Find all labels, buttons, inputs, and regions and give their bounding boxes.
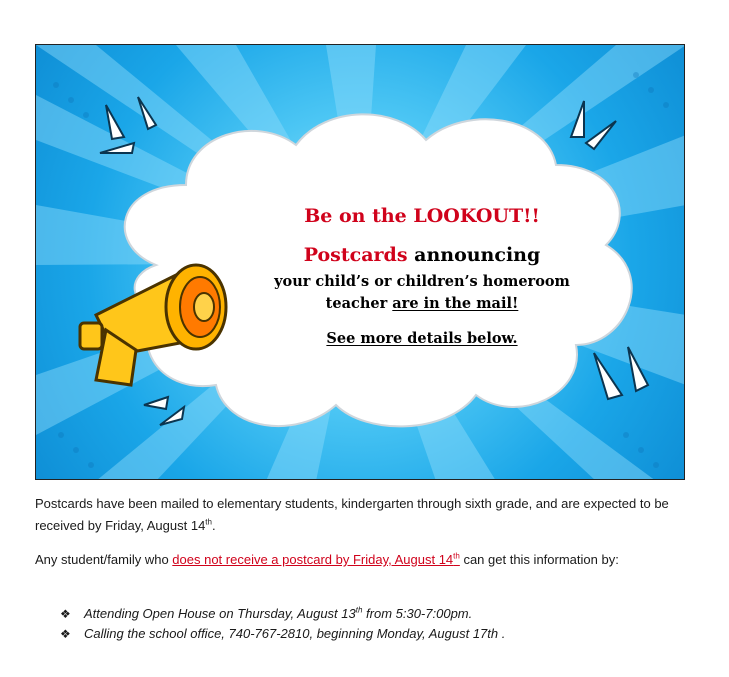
open-house-text: Attending Open House on Thursday, August 13 — [84, 606, 356, 621]
info-list — [60, 604, 505, 644]
mailing-text: Postcards have been mailed to elementary students, kindergarten through sixth grade, and are expected to be received by Friday, August 14 — [35, 496, 669, 533]
homeroom-text: your child’s or children’s homeroom teacher — [274, 272, 570, 313]
diamond-bullet-icon: ❖ — [60, 627, 71, 641]
postcards-word: Postcards — [303, 243, 408, 266]
mailing-period: . — [211, 518, 216, 533]
in-the-mail-text: are in the mail! — [392, 295, 519, 313]
ordinal-suffix: th — [453, 551, 460, 561]
banner-postcards-line — [264, 244, 580, 267]
ordinal-suffix: th — [205, 517, 212, 527]
no-postcard-link[interactable] — [172, 552, 460, 567]
no-postcard-link-text: does not receive a postcard by Friday, August 14 — [172, 552, 454, 567]
mailing-paragraph — [35, 493, 705, 537]
list-item — [60, 624, 505, 644]
list-item — [60, 604, 505, 624]
lookout-banner — [35, 44, 685, 480]
no-postcard-paragraph — [35, 549, 705, 571]
see-details-text: See more details below. — [326, 329, 518, 347]
announcing-word: announcing — [407, 243, 541, 266]
diamond-bullet-icon: ❖ — [60, 607, 71, 621]
banner-homeroom-line — [264, 271, 580, 316]
no-postcard-intro: Any student/family who — [35, 552, 173, 567]
ordinal-suffix: th — [355, 605, 363, 615]
no-postcard-rest: can get this information by: — [459, 552, 619, 567]
banner-see-details — [264, 330, 580, 349]
call-office-text: Calling the school office, 740-767-2810, beginning Monday, August 17th . — [84, 626, 506, 641]
banner-message — [264, 205, 580, 348]
open-house-time: from 5:30-7:00pm. — [362, 606, 473, 621]
banner-headline: Be on the LOOKOUT!! — [304, 205, 540, 227]
